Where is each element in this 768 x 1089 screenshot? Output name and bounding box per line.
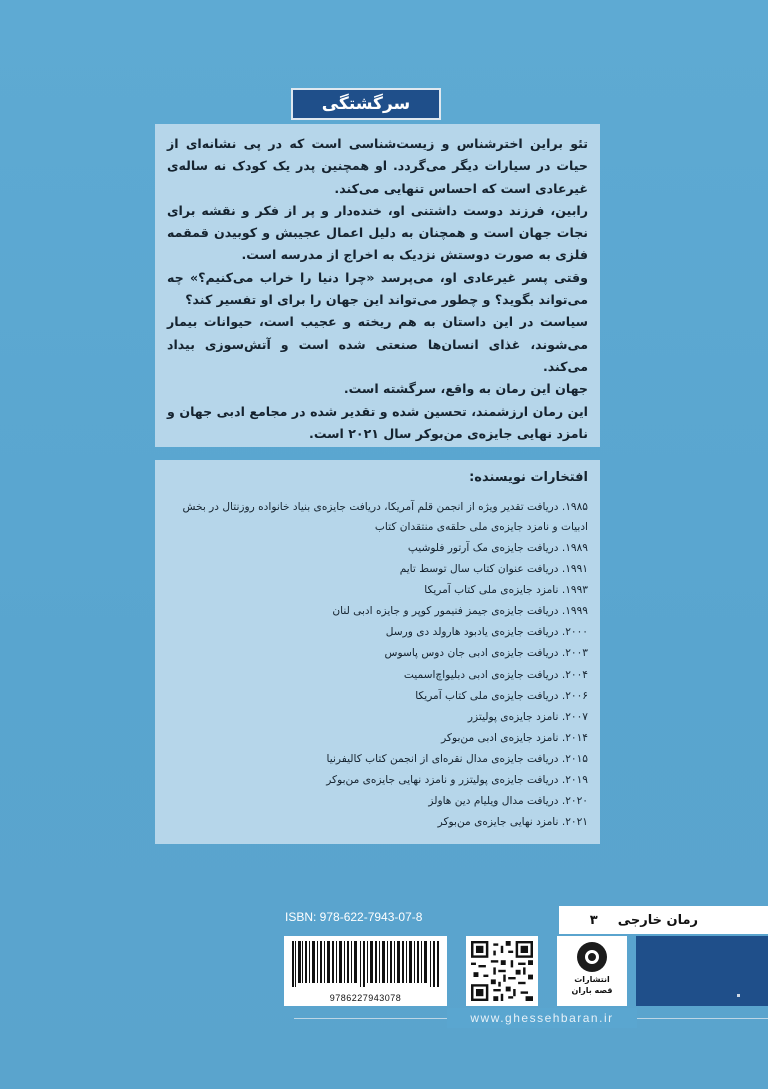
synopsis-paragraph: جهان این رمان به واقع، سرگشته است. [343, 381, 588, 397]
honor-item: ۲۰۰۴. دریافت جایزه‌ی ادبی دبلیواچ‌اسمیت [403, 668, 588, 681]
publisher-name-line2: قصه باران [571, 986, 613, 995]
honor-item: ۲۰۱۴. نامزد جایزه‌ی ادبی من‌بوکر [441, 731, 588, 744]
barcode-number: 9786227943078 [329, 993, 402, 1003]
honors-heading: افتخارات نویسنده: [469, 470, 588, 485]
synopsis-paragraph: وقتی پسر غیرعادی او، می‌پرسد «چرا دنیا را خراب می‌کنیم؟» چه می‌تواند بگوید؟ و چطور می‌تواند این جهان را برای او تفسیر کند؟ [167, 269, 588, 308]
honor-item: ۲۰۱۵. دریافت جایزه‌ی مدال نقره‌ای از انجمن کتاب کالیفرنیا [326, 752, 588, 765]
synopsis-paragraph: رابین، فرزند دوست داشتنی او، خنده‌دار و پر از فکر و نقشه برای نجات جهان است و همچنان به دلیل اعمال عجیبش و کوبیدن قمقمه فلزی به صورت دوستش نزدیک به اخراج از مدرسه است. [167, 202, 588, 263]
book-title-badge: سرگشتگی [291, 88, 441, 120]
series-number: ۳ [589, 912, 598, 928]
honors-list [167, 497, 588, 833]
synopsis-paragraph: تئو براین اخترشناس و زیست‌شناسی است که در پی نشانه‌ای از حیات در سیارات دیگر می‌گردد. او همچنین پدر یک کودک نه ساله‌ی غیرعادی است که احساس تنهایی می‌کند. [167, 136, 588, 196]
series-label-bar [559, 906, 768, 934]
honor-item: ۱۹۹۳. نامزد جایزه‌ی ملی کتاب آمریکا [424, 584, 588, 597]
series-label: رمان خارجی [617, 912, 698, 928]
publisher-website: www.ghessehbaran.ir [447, 1008, 637, 1028]
honor-item: ۲۰۱۹. دریافت جایزه‌ی پولیتزر و نامزد نهایی جایزه‌ی من‌بوکر [326, 774, 588, 787]
honor-item: ۲۰۲۰. دریافت مدال ویلیام دین هاولز [428, 795, 588, 808]
decorative-dot [737, 994, 740, 997]
honor-item: ۲۰۰۳. دریافت جایزه‌ی ادبی جان دوس پاسوس [384, 647, 588, 660]
honor-item: ۱۹۹۹. دریافت جایزه‌ی جیمز فنیمور کوپر و جایزه ادبی لنان [332, 605, 588, 618]
synopsis-panel [155, 124, 600, 447]
qr-code [466, 936, 538, 1006]
publisher-name-line1: انتشارات [574, 975, 610, 984]
publisher-logo-icon [577, 942, 607, 972]
qr-code-icon [471, 941, 533, 1001]
navy-corner-block [636, 936, 768, 1006]
publisher-logo [557, 936, 627, 1006]
author-honors-panel [155, 460, 600, 844]
honor-item: ۲۰۰۰. دریافت جایزه‌ی یادبود هارولد دی ورسل [385, 626, 588, 639]
honor-item: ۲۰۰۶. دریافت جایزه‌ی ملی کتاب آمریکا [415, 689, 588, 702]
isbn-barcode [284, 936, 447, 1006]
honor-item: ۱۹۹۱. دریافت عنوان کتاب سال توسط تایم [399, 563, 588, 576]
synopsis-paragraph: این رمان ارزشمند، تحسین شده و تقدیر شده در مجامع ادبی جهان و نامزد نهایی جایزه‌ی من‌بوکر سال ۲۰۲۱ است. [167, 403, 588, 441]
synopsis-paragraph: سیاست در این داستان به هم ریخته و عجیب است، حیوانات بیمار می‌شوند، غذای انسان‌ها صنعتی شده است و آتش‌سوزی بیداد می‌کند. [167, 314, 588, 374]
honor-item: ۲۰۲۱. نامزد نهایی جایزه‌ی من‌بوکر [437, 816, 588, 829]
honor-item: ۱۹۸۵. دریافت تقدیر ویژه از انجمن قلم آمریکا، دریافت جایزه‌ی بنیاد خانواده روزنتال در بخش ادبیات و نامزد جایزه‌ی ملی حلقه‌ی منتقدان کتاب [182, 501, 588, 533]
isbn-label: ISBN: 978-622-7943-07-8 [285, 910, 423, 924]
honor-item: ۲۰۰۷. نامزد جایزه‌ی پولیتزر [467, 710, 588, 723]
honor-item: ۱۹۸۹. دریافت جایزه‌ی مک آرتور فلوشیپ [407, 542, 588, 554]
barcode-icon [292, 941, 439, 987]
